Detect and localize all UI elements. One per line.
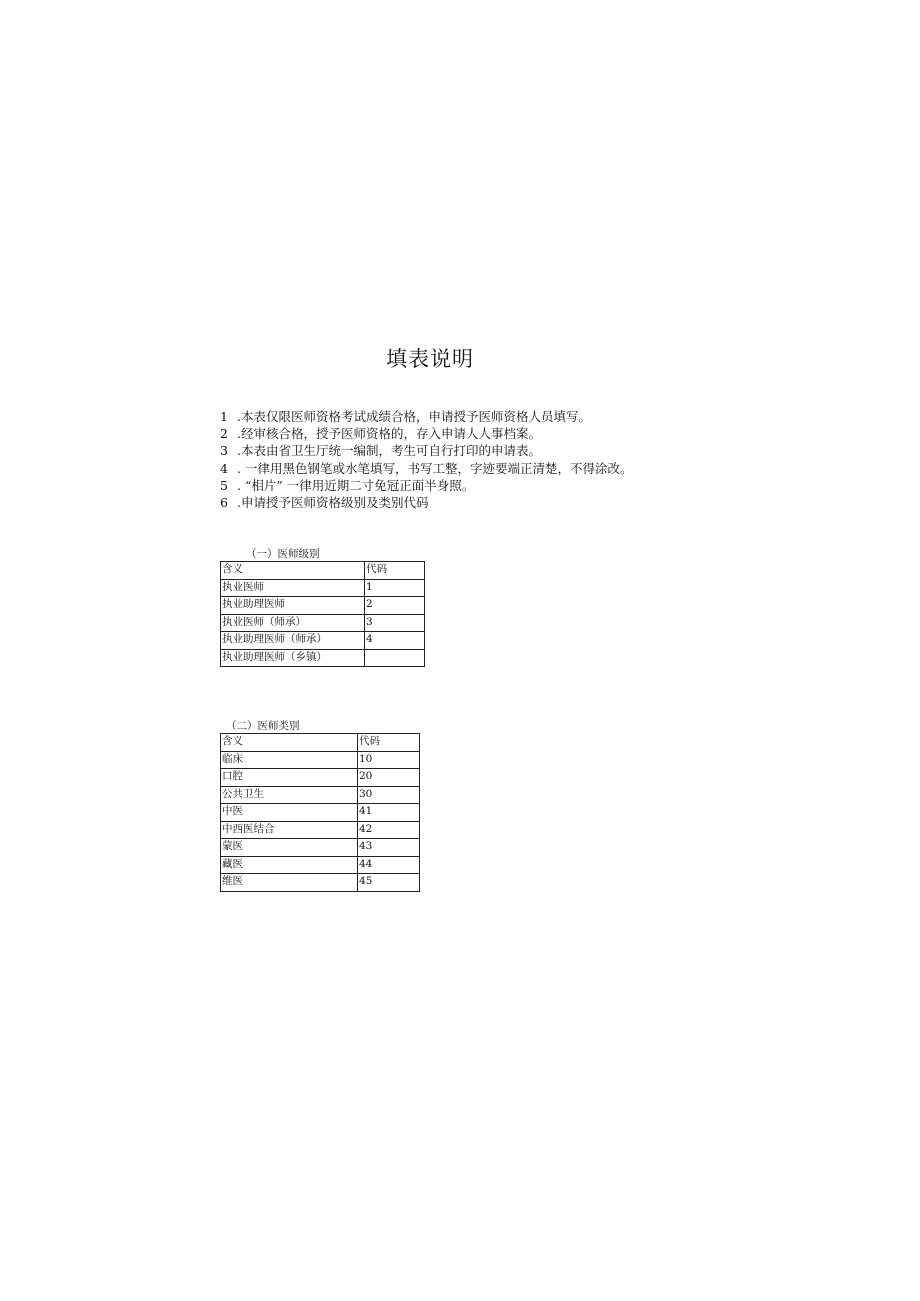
instruction-item <box>220 425 640 442</box>
code-cell: 20 <box>358 769 420 787</box>
meaning-cell: 公共卫生 <box>221 786 358 804</box>
table-row <box>221 597 425 615</box>
table-row <box>221 649 425 667</box>
level-table-caption: （一）医师级别 <box>246 548 320 560</box>
code-cell: 44 <box>358 856 420 874</box>
table-header-row <box>221 562 425 580</box>
instruction-text: . 一律用黑色钢笔或水笔填写，书写工整，字迹要端正清楚，不得涂改。 <box>237 460 633 476</box>
header-code: 代码 <box>365 562 425 580</box>
header-meaning: 含义 <box>221 562 365 580</box>
instruction-text: .经审核合格，授予医师资格的，存入申请人人事档案。 <box>237 426 541 442</box>
meaning-cell: 执业医师（师承） <box>221 614 365 632</box>
physician-category-table <box>220 733 420 892</box>
instruction-text: .申请授予医师资格级别及类别代码 <box>237 495 429 511</box>
meaning-cell: 口腔 <box>221 769 358 787</box>
physician-level-table <box>220 561 425 667</box>
header-code: 代码 <box>358 734 420 752</box>
meaning-cell: 临床 <box>221 751 358 769</box>
instruction-number: 3 <box>220 443 228 459</box>
instruction-text: . “相片” 一律用近期二寸免冠正面半身照。 <box>237 477 475 493</box>
instruction-item <box>220 442 640 459</box>
table-row <box>221 632 425 650</box>
instructions-list <box>220 408 640 511</box>
instruction-text: .本表由省卫生厅统一编制，考生可自行打印的申请表。 <box>237 443 541 459</box>
code-cell: 43 <box>358 839 420 857</box>
table-row <box>221 786 420 804</box>
table-row <box>221 804 420 822</box>
code-cell: 3 <box>365 614 425 632</box>
page-title: 填表说明 <box>386 347 474 371</box>
table-header-row <box>221 734 420 752</box>
instruction-item <box>220 408 640 425</box>
table-row <box>221 839 420 857</box>
code-cell: 2 <box>365 597 425 615</box>
table-row <box>221 874 420 892</box>
table-row <box>221 614 425 632</box>
header-meaning: 含义 <box>221 734 358 752</box>
instruction-number: 6 <box>220 495 228 511</box>
meaning-cell: 执业助理医师 <box>221 597 365 615</box>
instruction-item <box>220 460 640 477</box>
instruction-number: 1 <box>220 409 228 424</box>
instruction-item <box>220 477 640 494</box>
instruction-text: .本表仅限医师资格考试成绩合格，申请授予医师资格人员填写。 <box>237 409 591 424</box>
meaning-cell: 执业助理医师（师承） <box>221 632 365 650</box>
instruction-item <box>220 494 640 511</box>
table-row <box>221 751 420 769</box>
table-row <box>221 579 425 597</box>
instruction-number: 2 <box>220 426 228 442</box>
code-cell: 45 <box>358 874 420 892</box>
table-row <box>221 769 420 787</box>
meaning-cell: 藏医 <box>221 856 358 874</box>
code-cell: 10 <box>358 751 420 769</box>
instruction-number: 5 <box>220 477 228 493</box>
code-cell: 42 <box>358 821 420 839</box>
meaning-cell: 执业医师 <box>221 579 365 597</box>
instruction-number: 4 <box>220 460 228 476</box>
code-cell: 41 <box>358 804 420 822</box>
code-cell: 4 <box>365 632 425 650</box>
code-cell: 30 <box>358 786 420 804</box>
code-cell: 1 <box>365 579 425 597</box>
meaning-cell: 维医 <box>221 874 358 892</box>
meaning-cell: 蒙医 <box>221 839 358 857</box>
category-table-caption: （二）医师类别 <box>226 720 300 732</box>
meaning-cell: 中西医结合 <box>221 821 358 839</box>
meaning-cell: 执业助理医师（乡镇） <box>221 649 365 667</box>
meaning-cell: 中医 <box>221 804 358 822</box>
table-row <box>221 856 420 874</box>
table-row <box>221 821 420 839</box>
code-cell <box>365 649 425 667</box>
